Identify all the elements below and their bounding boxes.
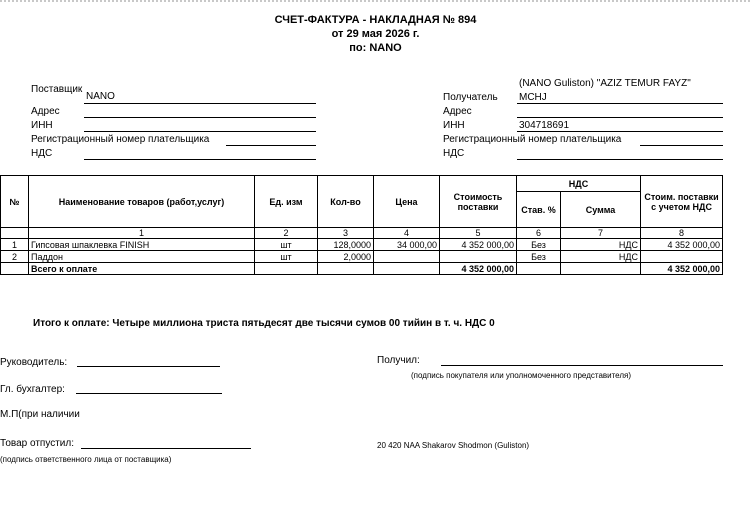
row-qty: 2,0000 (318, 251, 374, 263)
row-total: 4 352 000,00 (641, 239, 723, 251)
accountant-signature-line (76, 393, 222, 394)
received-label: Получил: (377, 355, 420, 366)
row-vat-rate: Без (517, 239, 561, 251)
supplier-underline (84, 103, 316, 104)
released-signature-line (81, 448, 251, 449)
row-total (641, 251, 723, 263)
row-price: 34 000,00 (374, 239, 440, 251)
header-vat-rate: Став. % (517, 192, 561, 228)
recipient-address-line (517, 117, 723, 118)
row-price (374, 251, 440, 263)
row-unit: шт (255, 239, 318, 251)
col-number: 2 (255, 228, 318, 239)
row-vat-sum: НДС (561, 239, 641, 251)
head-signature-line (77, 366, 220, 367)
supplier-address-line (84, 117, 316, 118)
col-number: 8 (641, 228, 723, 239)
head-label: Руководитель: (0, 357, 68, 368)
row-name: Гипсовая шпаклевка FINISH (29, 239, 255, 251)
recipient-value-line2: MCHJ (519, 92, 547, 103)
table-row (1, 251, 723, 263)
header-total: Стоим. поставки с учетом НДС (641, 176, 723, 228)
header-num: № (1, 176, 29, 228)
supplier-nds-label: НДС (31, 148, 53, 159)
supplier-inn-line (84, 131, 316, 132)
row-vat-sum: НДС (561, 251, 641, 263)
row-cost (440, 251, 517, 263)
supplier-inn-label: ИНН (31, 120, 53, 131)
col-number: 4 (374, 228, 440, 239)
total-cost: 4 352 000,00 (440, 263, 517, 275)
header-qty: Кол-во (318, 176, 374, 228)
recipient-nds-line (517, 159, 723, 160)
released-note: (подпись ответственного лица от поставщика) (0, 455, 172, 464)
header-price: Цена (374, 176, 440, 228)
received-signature-line (441, 365, 723, 366)
col-number: 3 (318, 228, 374, 239)
supplier-reg-label: Регистрационный номер плательщика (31, 134, 210, 145)
recipient-reg-label: Регистрационный номер плательщика (443, 134, 622, 145)
header-cost: Стоимость поставки (440, 176, 517, 228)
column-numbers-row (1, 228, 723, 239)
supplier-reg-line (226, 145, 316, 146)
supplier-label: Поставщик (31, 84, 83, 95)
row-vat-rate: Без (517, 251, 561, 263)
col-number: 1 (29, 228, 255, 239)
col-number: 6 (517, 228, 561, 239)
invoice-by: по: NANO (349, 42, 402, 54)
recipient-value-line1: (NANO Guliston) "AZIZ TEMUR FAYZ" (519, 78, 691, 89)
header-vat-sum: Сумма (561, 192, 641, 228)
top-dotted-border (0, 0, 751, 2)
header-name: Наименование товаров (работ,услуг) (29, 176, 255, 228)
receiver-name: 20 420 NAA Shakarov Shodmon (Guliston) (377, 441, 530, 450)
released-label: Товар отпустил: (0, 438, 74, 449)
recipient-inn-label: ИНН (443, 120, 465, 131)
header-unit: Ед. изм (255, 176, 318, 228)
total-sum: 4 352 000,00 (641, 263, 723, 275)
received-note: (подпись покупателя или уполномоченного представителя) (411, 371, 632, 380)
invoice-date: от 29 мая 2026 г. (331, 28, 420, 40)
col-number: 5 (440, 228, 517, 239)
row-unit: шт (255, 251, 318, 263)
summary-text: Итого к оплате: Четыре миллиона триста пятьдесят две тысячи сумов 00 тийин в т. ч. НДС 0 (33, 318, 495, 329)
accountant-label: Гл. бухгалтер: (0, 384, 65, 395)
invoice-title: СЧЕТ-ФАКТУРА - НАКЛАДНАЯ № 894 (274, 14, 477, 26)
invoice-table (0, 175, 723, 275)
supplier-value: NANO (86, 91, 115, 102)
supplier-nds-line (84, 159, 316, 160)
total-row (1, 263, 723, 275)
recipient-label: Получатель (443, 92, 498, 103)
row-qty: 128,0000 (318, 239, 374, 251)
recipient-reg-line (640, 145, 723, 146)
recipient-inn-value: 304718691 (519, 120, 570, 131)
stamp-label: М.П(при наличии (0, 409, 80, 420)
col-number: 7 (561, 228, 641, 239)
row-num: 1 (1, 239, 29, 251)
header-vat: НДС (517, 176, 641, 192)
table-row (1, 239, 723, 251)
recipient-nds-label: НДС (443, 148, 465, 159)
total-label: Всего к оплате (29, 263, 255, 275)
recipient-inn-line (517, 131, 723, 132)
row-cost: 4 352 000,00 (440, 239, 517, 251)
recipient-address-label: Адрес (443, 106, 472, 117)
recipient-underline (517, 103, 723, 104)
supplier-address-label: Адрес (31, 106, 60, 117)
row-name: Паддон (29, 251, 255, 263)
row-num: 2 (1, 251, 29, 263)
